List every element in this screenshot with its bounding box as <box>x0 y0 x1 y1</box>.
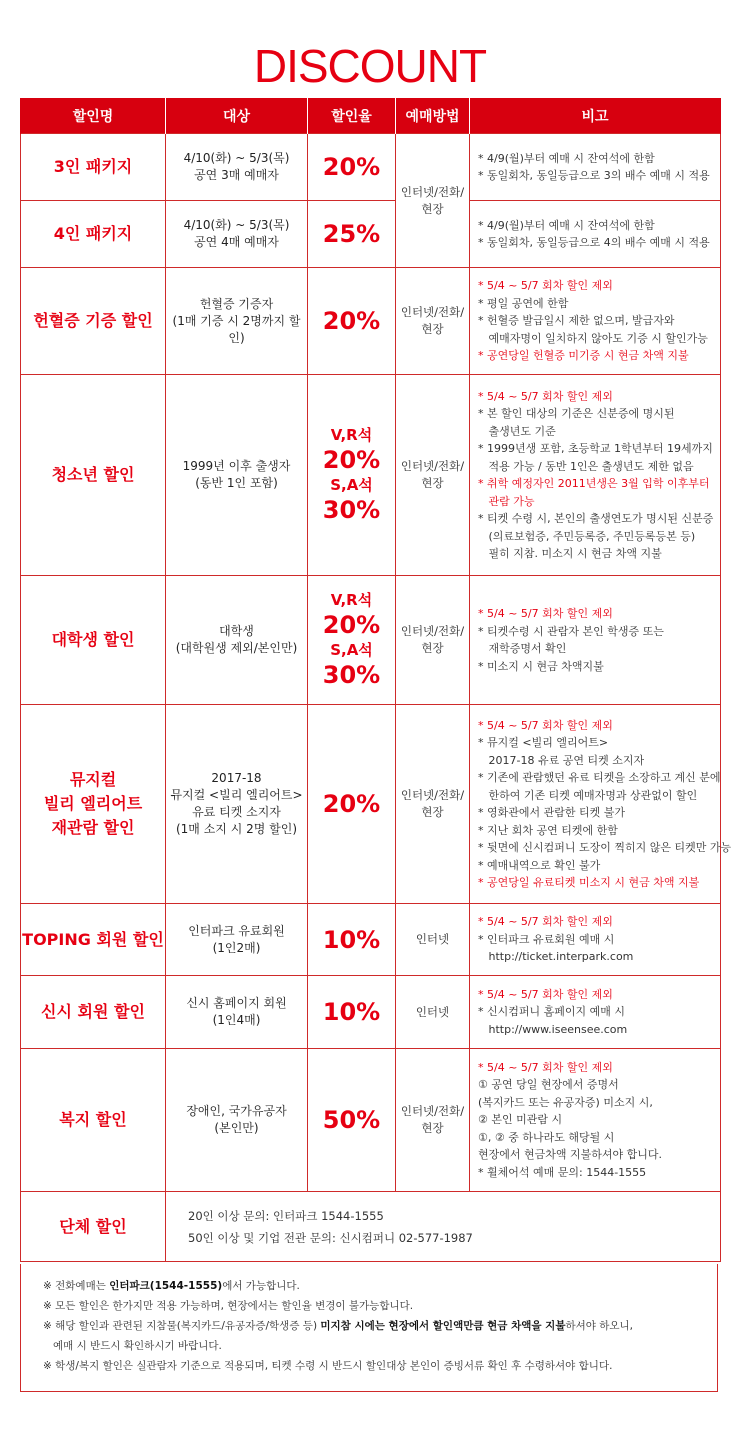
note-line: * 5/4 ~ 5/7 회차 할인 제외 <box>478 389 613 403</box>
method-line: 인터넷 <box>415 1004 450 1019</box>
note-line: 재학증명서 확인 <box>478 642 567 655</box>
header-notes: 비고 <box>470 98 721 134</box>
target-line: (대학원생 제외/본인만) <box>175 641 298 655</box>
target-line: 4/10(화) ~ 5/3(목) <box>183 151 290 165</box>
table-row <box>21 576 721 705</box>
note-line: ① 공연 당일 현장에서 증명서 <box>478 1078 619 1092</box>
note-line: 필히 지참. 미소지 시 현금 차액 지불 <box>478 547 662 560</box>
note-line: http://www.iseensee.com <box>478 1022 628 1036</box>
note-line: * 취학 예정자인 2011년생은 3월 입학 이후부터 <box>478 477 710 490</box>
table-row <box>21 976 721 1049</box>
note-line: * 5/4 ~ 5/7 회차 할인 제외 <box>478 718 613 732</box>
method-line: 인터넷 <box>415 932 450 946</box>
booking-method <box>396 976 470 1049</box>
discount-target <box>166 268 308 375</box>
discount-notes <box>470 201 721 268</box>
method-line: 인터넷/전화/ <box>400 624 465 638</box>
discount-name <box>21 576 166 705</box>
page-title: DISCOUNT <box>253 40 487 92</box>
discount-name-line: 청소년 할인 <box>51 465 135 484</box>
target-line: 장애인, 국가유공자 <box>186 1104 287 1118</box>
discount-name-line: 재관람 할인 <box>51 818 135 837</box>
discount-notes <box>470 268 721 375</box>
method-line: 인터넷/전화/ <box>400 459 465 473</box>
table-row <box>21 1049 721 1192</box>
discount-name <box>21 904 166 976</box>
discount-name-line: 3인 패키지 <box>53 157 133 176</box>
rate-value: 50% <box>322 1106 381 1134</box>
note-line: * 뒷면에 신시컴퍼니 도장이 찍히지 않은 티켓만 가능 <box>478 841 732 854</box>
note-line: * 인터파크 유료회원 예매 시 <box>478 932 615 946</box>
rate-value: 20% <box>322 153 381 181</box>
header-name: 할인명 <box>21 98 166 134</box>
rate-value: 10% <box>322 998 381 1026</box>
booking-method <box>396 904 470 976</box>
footer-line: ※ 모든 할인은 한가지만 적용 가능하며, 현장에서는 할인율 변경이 불가능합니다. <box>43 1300 414 1312</box>
footer-notes <box>20 1264 718 1392</box>
target-line: 뮤지컬 <빌리 엘리어트> <box>170 788 303 802</box>
target-line: 신시 홈페이지 회원 <box>186 996 287 1010</box>
header-target: 대상 <box>166 98 308 134</box>
discount-notes <box>470 576 721 705</box>
table-row <box>21 268 721 375</box>
note-line: * 본 할인 대상의 기준은 신분증에 명시된 <box>478 407 675 420</box>
discount-target <box>166 976 308 1049</box>
note-line: * 4/9(월)부터 예매 시 잔여석에 한함 <box>478 218 655 232</box>
target-line: 인터파크 유료회원 <box>188 923 285 938</box>
discount-name-line: 대학생 할인 <box>51 630 135 649</box>
rate-value: 30% <box>322 496 381 524</box>
note-line: * 4/9(월)부터 예매 시 잔여석에 한함 <box>478 151 655 165</box>
table-header-row <box>21 98 721 134</box>
method-line: 현장 <box>421 1121 444 1135</box>
target-line: (1인4매) <box>212 1013 261 1027</box>
note-line: * 5/4 ~ 5/7 회차 할인 제외 <box>478 279 613 293</box>
discount-rate <box>308 201 396 268</box>
discount-name-line: 4인 패키지 <box>53 224 133 243</box>
discount-target <box>166 134 308 201</box>
rate-seat-label: S,A석 <box>330 641 373 659</box>
note-line: (의료보험증, 주민등록증, 주민등록등본 등) <box>478 529 696 543</box>
method-line: 현장 <box>421 805 444 819</box>
note-line: * 티켓수령 시 관람자 본인 학생증 또는 <box>478 624 664 638</box>
discount-name <box>21 1049 166 1192</box>
note-line: * 평일 공연에 한함 <box>478 296 569 310</box>
note-line: * 공연당일 헌혈증 미기증 시 현금 차액 지불 <box>478 349 689 363</box>
note-line: 출생년도 기준 <box>478 424 556 438</box>
rate-value: 20% <box>322 307 381 335</box>
discount-rate <box>308 705 396 904</box>
method-line: 인터넷/전화/ <box>400 788 465 802</box>
rate-value: 20% <box>322 611 381 639</box>
discount-notes <box>470 705 732 904</box>
discount-name <box>21 375 166 576</box>
rate-value: 10% <box>322 925 381 954</box>
discount-name <box>21 201 166 268</box>
note-line: * 신시컴퍼니 홈페이지 예매 시 <box>478 1005 625 1019</box>
rate-value: 25% <box>322 220 381 248</box>
discount-rate <box>308 976 396 1049</box>
note-line: * 5/4 ~ 5/7 회차 할인 제외 <box>478 987 613 1001</box>
table-row <box>21 375 721 576</box>
discount-name-line: TOPING 회원 할인 <box>22 929 164 949</box>
target-line: (1매 소지 시 2명 할인) <box>175 822 298 836</box>
header-rate: 할인율 <box>308 98 396 134</box>
discount-target <box>166 705 308 904</box>
note-line: 예매자명이 일치하지 않아도 기증 시 할인가능 <box>478 331 708 345</box>
target-line: 공연 3매 예매자 <box>194 168 279 182</box>
method-line: 현장 <box>421 641 444 655</box>
group-info-line: 20인 이상 문의: 인터파크 1544-1555 <box>188 1208 384 1223</box>
note-line: 2017-18 유료 공연 티켓 소지자 <box>478 753 645 767</box>
method-line: 인터넷/전화/ <box>400 184 465 199</box>
note-line: * 동일회차, 동일등급으로 3의 배수 예매 시 적용 <box>478 169 710 182</box>
discount-rate <box>308 134 396 201</box>
method-line: 인터넷/전화/ <box>400 305 465 319</box>
discount-name-line: 복지 할인 <box>59 1110 127 1129</box>
discount-name <box>21 134 166 201</box>
booking-method <box>396 576 470 705</box>
discount-target <box>166 201 308 268</box>
discount-name-line: 헌혈증 기증 할인 <box>33 311 153 330</box>
method-line: 인터넷/전화/ <box>400 1104 465 1118</box>
table-row <box>21 134 721 201</box>
target-line: 대학생 <box>219 624 254 638</box>
discount-name-line: 신시 회원 할인 <box>41 1002 145 1021</box>
target-line: (1매 기증 시 2명까지 할인) <box>172 313 301 345</box>
target-line: (1인2매) <box>212 940 261 955</box>
note-line: * 5/4 ~ 5/7 회차 할인 제외 <box>478 1060 613 1074</box>
table-row <box>21 904 721 976</box>
target-line: 공연 4매 예매자 <box>194 235 279 249</box>
rate-seat-label: V,R석 <box>330 591 373 609</box>
discount-notes <box>470 976 721 1049</box>
target-line: 4/10(화) ~ 5/3(목) <box>183 218 290 232</box>
rate-seat-label: S,A석 <box>330 476 373 494</box>
note-line: * 1999년생 포함, 초등학교 1학년부터 19세까지 <box>478 442 713 455</box>
discount-notes <box>470 375 721 576</box>
discount-rate <box>308 1049 396 1192</box>
note-line: * 5/4 ~ 5/7 회차 할인 제외 <box>478 607 613 620</box>
rate-value: 20% <box>322 446 381 474</box>
footer-line: ※ 해당 할인과 관련된 지참물(복지카드/유공자증/학생증 등) 미지참 시에는 현장에서 할인액만큼 현금 차액을 지불하셔야 하오니, <box>43 1320 634 1332</box>
rate-value: 30% <box>322 661 381 689</box>
note-line: * 지난 회차 공연 티켓에 한함 <box>478 823 618 837</box>
note-line: * 기존에 관람했던 유료 티켓을 소장하고 계신 분에 <box>478 771 721 784</box>
note-line: * 헌혈증 발급일시 제한 없으며, 발급자와 <box>478 314 675 328</box>
note-line: * 영화관에서 관람한 티켓 불가 <box>478 806 625 819</box>
note-line: 현장에서 현금차액 지불하셔야 합니다. <box>478 1148 663 1162</box>
discount-rate <box>308 375 396 576</box>
discount-notes <box>470 134 721 201</box>
target-line: 유료 티켓 소지자 <box>192 805 281 819</box>
table-row <box>21 1192 721 1262</box>
note-line: * 티켓 수령 시, 본인의 출생연도가 명시된 신분증 <box>478 512 714 525</box>
note-line: * 공연당일 유료티켓 미소지 시 현금 차액 지불 <box>478 876 700 889</box>
method-line: 현장 <box>421 201 444 216</box>
footer-line: ※ 학생/복지 할인은 실관람자 기준으로 적용되며, 티켓 수령 시 반드시 할인대상 본인이 증빙서류 확인 후 수령하셔야 합니다. <box>43 1360 613 1372</box>
header-method: 예매방법 <box>396 98 470 134</box>
note-line: ② 본인 미관람 시 <box>478 1113 563 1127</box>
footer-line: ※ 전화예매는 인터파크(1544-1555)에서 가능합니다. <box>43 1280 300 1292</box>
discount-target <box>166 1049 308 1192</box>
method-line: 현장 <box>421 476 444 490</box>
discount-name <box>21 268 166 375</box>
discount-rate <box>308 268 396 375</box>
discount-name-line: 뮤지컬 <box>69 770 117 789</box>
note-line: * 미소지 시 현금 차액지불 <box>478 659 604 673</box>
note-line: http://ticket.interpark.com <box>478 950 634 964</box>
note-line: (복지카드 또는 유공자증) 미소지 시, <box>478 1095 653 1109</box>
rate-value: 20% <box>322 790 381 818</box>
discount-name: 단체 할인 <box>21 1192 166 1262</box>
target-line: 헌혈증 기증자 <box>199 296 274 311</box>
note-line: 관람 가능 <box>478 494 535 508</box>
discount-target <box>166 576 308 705</box>
discount-notes <box>470 1049 721 1192</box>
table-row <box>21 201 721 268</box>
discount-target <box>166 375 308 576</box>
discount-target <box>166 904 308 976</box>
discount-table <box>20 98 732 1262</box>
note-line: 적용 가능 / 동반 1인은 출생년도 제한 없음 <box>478 459 694 473</box>
discount-notes <box>470 904 721 976</box>
note-line: * 예매내역으로 확인 불가 <box>478 858 601 872</box>
note-line: * 동일회차, 동일등급으로 4의 배수 예매 시 적용 <box>478 236 710 249</box>
note-line: 한하여 기존 티켓 예매자명과 상관없이 할인 <box>478 788 698 802</box>
booking-method <box>396 375 470 576</box>
note-line: * 휠체어석 예매 문의: 1544-1555 <box>478 1165 647 1179</box>
footer-line: 예매 시 반드시 확인하시기 바랍니다. <box>43 1340 222 1352</box>
group-info-line: 50인 이상 및 기업 전관 문의: 신시컴퍼니 02-577-1987 <box>188 1230 473 1245</box>
group-info <box>166 1192 721 1262</box>
discount-name-line: 빌리 엘리어트 <box>43 794 143 813</box>
note-line: * 5/4 ~ 5/7 회차 할인 제외 <box>478 915 613 929</box>
discount-name <box>21 976 166 1049</box>
booking-method <box>396 268 470 375</box>
booking-method <box>396 134 470 268</box>
target-line: (동반 1인 포함) <box>195 476 278 490</box>
booking-method <box>396 1049 470 1192</box>
method-line: 현장 <box>421 322 444 336</box>
target-line: 1999년 이후 출생자 <box>182 459 291 473</box>
rate-seat-label: V,R석 <box>330 426 373 444</box>
target-line: 2017-18 <box>211 771 262 785</box>
table-row <box>21 705 721 904</box>
discount-rate <box>308 904 396 976</box>
note-line: ①, ② 중 하나라도 해당될 시 <box>478 1130 615 1144</box>
note-line: * 뮤지컬 <빌리 엘리어트> <box>478 736 609 749</box>
discount-rate <box>308 576 396 705</box>
discount-name <box>21 705 166 904</box>
target-line: (본인만) <box>214 1121 259 1135</box>
booking-method <box>396 705 470 904</box>
